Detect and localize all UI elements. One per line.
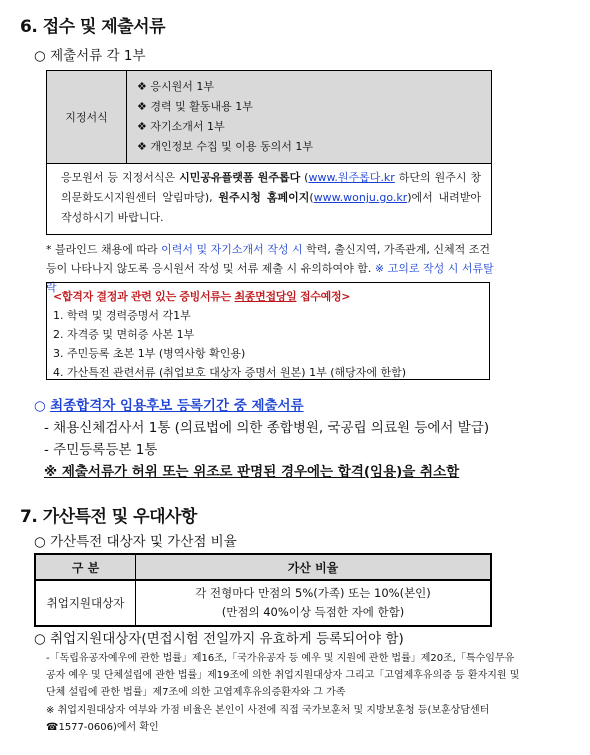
final-doc-item: - 채용신체검사서 1통 (의료법에 의한 종합병원, 국공립 의료원 등에서 발급) xyxy=(44,420,490,436)
table-cell: 각 전형마다 만점의 5%(가족) 또는 10%(본인) (만점의 40%이상 득점한 자에 한함) xyxy=(195,586,431,619)
column-header: 가산 비율 xyxy=(136,554,492,580)
column-header: 구 분 xyxy=(35,554,136,580)
final-doc-item: - 주민등록등본 1통 xyxy=(44,442,158,458)
wonju-platform-link[interactable]: www.원주롭다.kr xyxy=(308,171,395,184)
wonju-city-hall-name: 원주시청 홈페이지 xyxy=(218,191,310,204)
form-list-cell xyxy=(127,71,492,164)
list-item: 1. 학력 및 경력증명서 각1부 xyxy=(53,309,191,322)
table-cell: 취업지원대상자 xyxy=(35,580,136,626)
documents-subheading: ○ 제출서류 각 1부 xyxy=(34,48,146,64)
section-7-title: 7. 가산특전 및 우대사항 xyxy=(20,507,197,527)
verification-note: ※ 취업지원대상자 여부와 가점 비율은 본인이 사전에 직접 국가보훈처 및 지방보훈청 등(보훈상담센터 ☎1577-0606)에서 확인 xyxy=(46,705,490,733)
final-hire-heading: ○ 최종합격자 임용후보 등록기간 중 제출서류 xyxy=(34,398,304,414)
bonus-subheading: ○ 가산특전 대상자 및 가산점 비율 xyxy=(34,534,237,550)
blind-hiring-note: * 블라인드 채용에 따라 이력서 및 자기소개서 작성 시 학력, 출신지역, 가족관계, 신체적 조건 등이 나타나지 않도록 응시원서 작성 및 서류 제출 시 유의하여야 함. ※ 고의로 작성 시 서류탈락 xyxy=(46,243,494,294)
interview-documents-heading: <합격자 결정과 관련 있는 증빙서류는 최종면접당일 접수예정> xyxy=(53,290,351,303)
table-label-cell: 지정서식 xyxy=(47,71,127,164)
form-item: ❖ 자기소개서 1부 xyxy=(137,120,225,133)
list-item: 2. 자격증 및 면허증 사본 1부 xyxy=(53,328,195,341)
wonju-city-link[interactable]: www.wonju.go.kr xyxy=(313,191,408,204)
form-item: ❖ 경력 및 활동내용 1부 xyxy=(137,100,253,113)
wonju-platform-name: 시민공유플랫폼 원주롭다 xyxy=(179,171,301,184)
form-item: ❖ 응시원서 1부 xyxy=(137,80,214,93)
list-item: 3. 주민등록 초본 1부 (병역사항 확인용) xyxy=(53,347,246,360)
bonus-table xyxy=(34,553,492,627)
form-item: ❖ 개인정보 수집 및 이용 동의서 1부 xyxy=(137,140,313,153)
list-item: 4. 가산특전 관련서류 (취업보호 대상자 증명서 원본) 1부 (해당자에 한함) xyxy=(53,366,407,379)
designated-forms-table xyxy=(46,70,492,235)
forgery-warning: ※ 제출서류가 허위 또는 위조로 판명된 경우에는 합격(임용)을 취소함 xyxy=(44,464,460,480)
law-reference: -「독립유공자예우에 관한 법률」제16조,「국가유공자 등 예우 및 지원에 관한 법률」제20조,「특수임무유공자 예우 및 단체설립에 관한 법률」제19조에 의한 취업지원대상자 그리고「고엽제후유의증 등 환자지원 및 단체 설립에 관한 법률」제7조에 의한 고엽제후유의증환자와 그 가족 xyxy=(46,653,520,698)
interview-documents-box xyxy=(46,282,490,380)
section-6-title: 6. 접수 및 제출서류 xyxy=(20,17,165,37)
form-download-note: 응모원서 등 지정서식은 시민공유플랫폼 원주롭다 (www.원주롭다.kr 하단의 원주시 창의문화도시지원센터 알림마당), 원주시청 홈페이지(www.wonju.go.kr)에서 내려받아 작성하시기 바랍니다. xyxy=(47,164,492,235)
eligible-subheading: ○ 취업지원대상자(면접시험 전일까지 유효하게 등록되어야 함) xyxy=(34,631,404,647)
